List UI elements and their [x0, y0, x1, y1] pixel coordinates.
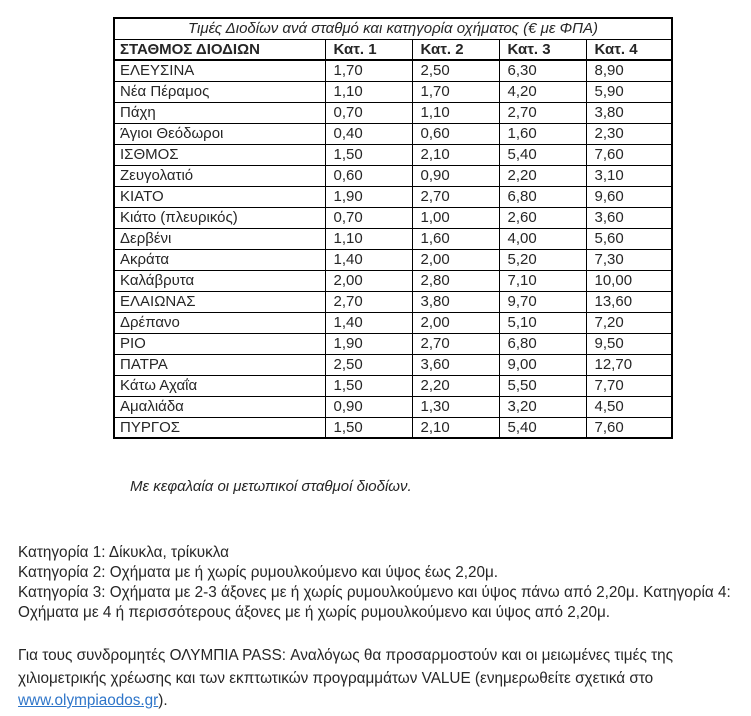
- price-cell: 0,40: [325, 123, 412, 144]
- price-cell: 2,00: [412, 249, 499, 270]
- price-cell: 5,90: [586, 81, 672, 102]
- table-row: [114, 144, 672, 165]
- price-cell: 1,30: [412, 396, 499, 417]
- price-cell: 2,30: [586, 123, 672, 144]
- table-title: Τιμές Διοδίων ανά σταθμό και κατηγορία οχήματος (€ με ΦΠΑ): [114, 18, 672, 39]
- price-cell: 1,40: [325, 312, 412, 333]
- price-cell: 7,60: [586, 144, 672, 165]
- toll-price-table: [113, 17, 673, 439]
- station-name: ΙΣΘΜΟΣ: [114, 144, 325, 165]
- price-cell: 6,80: [499, 186, 586, 207]
- price-cell: 1,90: [325, 333, 412, 354]
- table-title-row: [114, 18, 672, 39]
- table-row: [114, 291, 672, 312]
- table-row: [114, 207, 672, 228]
- price-cell: 1,10: [325, 81, 412, 102]
- price-cell: 2,70: [412, 186, 499, 207]
- station-name: Πάχη: [114, 102, 325, 123]
- price-cell: 1,50: [325, 144, 412, 165]
- price-cell: 9,50: [586, 333, 672, 354]
- station-name: Δερβένι: [114, 228, 325, 249]
- column-header-cat4: Κατ. 4: [586, 39, 672, 60]
- price-cell: 2,20: [412, 375, 499, 396]
- price-cell: 4,20: [499, 81, 586, 102]
- table-row: [114, 249, 672, 270]
- price-cell: 4,00: [499, 228, 586, 249]
- price-cell: 2,50: [412, 60, 499, 81]
- table-row: [114, 81, 672, 102]
- price-cell: 8,90: [586, 60, 672, 81]
- price-cell: 1,10: [412, 102, 499, 123]
- column-header-cat2: Κατ. 2: [412, 39, 499, 60]
- table-row: [114, 270, 672, 291]
- price-cell: 12,70: [586, 354, 672, 375]
- price-cell: 5,60: [586, 228, 672, 249]
- price-cell: 1,40: [325, 249, 412, 270]
- price-cell: 2,80: [412, 270, 499, 291]
- price-cell: 2,50: [325, 354, 412, 375]
- station-name: ΚΙΑΤΟ: [114, 186, 325, 207]
- table-row: [114, 123, 672, 144]
- price-cell: 7,60: [586, 417, 672, 438]
- subscriber-note-line: Για τους συνδρομητές ΟΛΥΜΠΙΑ PASS: Αναλόγως θα προσαρμοστούν και οι μειωμένες τιμές της: [18, 647, 673, 664]
- column-header-cat1: Κατ. 1: [325, 39, 412, 60]
- price-cell: 2,00: [325, 270, 412, 291]
- table-row: [114, 417, 672, 438]
- price-cell: 2,70: [325, 291, 412, 312]
- station-name: ΕΛΑΙΩΝΑΣ: [114, 291, 325, 312]
- price-cell: 0,60: [412, 123, 499, 144]
- link-suffix: ).: [158, 692, 168, 709]
- price-cell: 0,90: [325, 396, 412, 417]
- price-cell: 2,10: [412, 144, 499, 165]
- price-cell: 1,60: [499, 123, 586, 144]
- table-row: [114, 102, 672, 123]
- station-name: Δρέπανο: [114, 312, 325, 333]
- price-cell: 1,10: [325, 228, 412, 249]
- price-cell: 7,10: [499, 270, 586, 291]
- category-note-line: Κατηγορία 1: Δίκυκλα, τρίκυκλα: [18, 544, 230, 561]
- price-cell: 1,60: [412, 228, 499, 249]
- subscriber-note: [18, 645, 673, 713]
- price-cell: 2,10: [412, 417, 499, 438]
- station-name: Αμαλιάδα: [114, 396, 325, 417]
- price-cell: 3,80: [412, 291, 499, 312]
- price-cell: 3,10: [586, 165, 672, 186]
- table-row: [114, 333, 672, 354]
- price-cell: 3,80: [586, 102, 672, 123]
- price-cell: 3,60: [586, 207, 672, 228]
- station-name: Κιάτο (πλευρικός): [114, 207, 325, 228]
- price-cell: 1,90: [325, 186, 412, 207]
- price-cell: 4,50: [586, 396, 672, 417]
- station-name: Νέα Πέραμος: [114, 81, 325, 102]
- price-cell: 3,20: [499, 396, 586, 417]
- price-cell: 1,50: [325, 375, 412, 396]
- station-name: Ακράτα: [114, 249, 325, 270]
- price-cell: 0,60: [325, 165, 412, 186]
- table-row: [114, 354, 672, 375]
- station-name: Καλάβρυτα: [114, 270, 325, 291]
- price-cell: 5,20: [499, 249, 586, 270]
- column-header-cat3: Κατ. 3: [499, 39, 586, 60]
- price-cell: 7,70: [586, 375, 672, 396]
- price-cell: 7,20: [586, 312, 672, 333]
- price-cell: 7,30: [586, 249, 672, 270]
- column-header-station: ΣΤΑΘΜΟΣ ΔΙΟΔΙΩΝ: [114, 39, 325, 60]
- table-caption: Με κεφαλαία οι μετωπικοί σταθμοί διοδίων.: [130, 478, 412, 495]
- price-cell: 2,70: [412, 333, 499, 354]
- table-row: [114, 186, 672, 207]
- price-cell: 2,00: [412, 312, 499, 333]
- price-cell: 2,70: [499, 102, 586, 123]
- price-cell: 3,60: [412, 354, 499, 375]
- station-name: ΠΑΤΡΑ: [114, 354, 325, 375]
- table-row: [114, 396, 672, 417]
- price-cell: 9,00: [499, 354, 586, 375]
- price-cell: 2,20: [499, 165, 586, 186]
- category-notes: [18, 543, 731, 623]
- table-header-row: [114, 39, 672, 60]
- price-cell: 1,00: [412, 207, 499, 228]
- price-cell: 2,60: [499, 207, 586, 228]
- price-cell: 9,60: [586, 186, 672, 207]
- price-cell: 6,80: [499, 333, 586, 354]
- price-cell: 1,50: [325, 417, 412, 438]
- price-cell: 10,00: [586, 270, 672, 291]
- price-cell: 5,50: [499, 375, 586, 396]
- subscriber-note-line: [18, 690, 673, 713]
- price-cell: 6,30: [499, 60, 586, 81]
- price-cell: 5,40: [499, 144, 586, 165]
- price-cell: 1,70: [325, 60, 412, 81]
- category-note-line: Κατηγορία 3: Οχήματα με 2-3 άξονες με ή χωρίς ρυμουλκούμενο και ύψος πάνω από 2,20μ. Κατηγορία 4:: [18, 584, 731, 601]
- category-note-line: Οχήματα με 4 ή περισσότερους άξονες με ή χωρίς ρυμουλκούμενο και ύψος από 2,20μ.: [18, 604, 611, 621]
- price-cell: 13,60: [586, 291, 672, 312]
- table-row: [114, 312, 672, 333]
- toll-table-body: [114, 60, 672, 438]
- subscriber-note-line: χιλιομετρικής χρέωσης και των εκπτωτικών προγραμμάτων VALUE (ενημερωθείτε σχετικά στο: [18, 669, 654, 687]
- table-row: [114, 60, 672, 81]
- price-cell: 5,10: [499, 312, 586, 333]
- station-name: ΡΙΟ: [114, 333, 325, 354]
- station-name: Άγιοι Θεόδωροι: [114, 123, 325, 144]
- station-name: ΕΛΕΥΣΙΝΑ: [114, 60, 325, 81]
- station-name: Κάτω Αχαΐα: [114, 375, 325, 396]
- price-cell: 0,70: [325, 207, 412, 228]
- table-row: [114, 165, 672, 186]
- price-cell: 9,70: [499, 291, 586, 312]
- category-note-line: Κατηγορία 2: Οχήματα με ή χωρίς ρυμουλκούμενο και ύψος έως 2,20μ.: [18, 564, 499, 581]
- price-cell: 0,70: [325, 102, 412, 123]
- price-cell: 0,90: [412, 165, 499, 186]
- table-row: [114, 228, 672, 249]
- price-cell: 1,70: [412, 81, 499, 102]
- station-name: ΠΥΡΓΟΣ: [114, 417, 325, 438]
- price-cell: 5,40: [499, 417, 586, 438]
- station-name: Ζευγολατιό: [114, 165, 325, 186]
- table-row: [114, 375, 672, 396]
- olympiaodos-link[interactable]: www.olympiaodos.gr: [18, 692, 159, 709]
